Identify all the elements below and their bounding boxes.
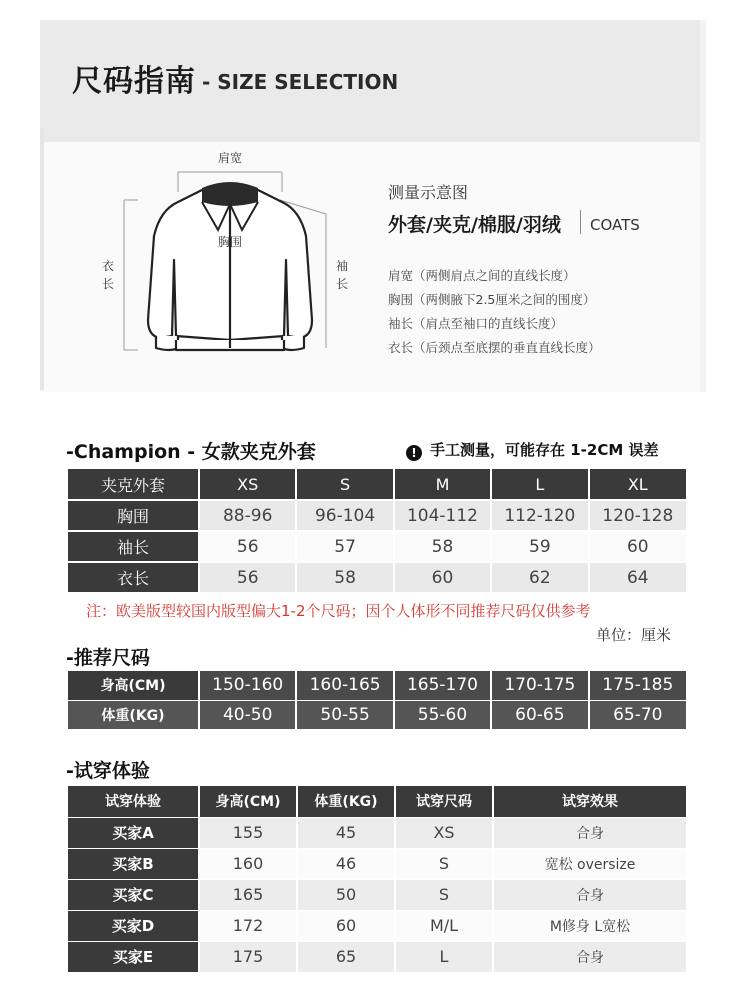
measure-list [388, 264, 601, 360]
card-shadow-left [40, 128, 44, 390]
measure-item-sleeve: 袖长（肩点至袖口的直线长度） [388, 316, 564, 331]
table-cell: 172 [199, 910, 297, 941]
header-cell: 身高(CM) [199, 786, 297, 817]
header-cell: XL [589, 469, 686, 500]
table-cell: 175 [199, 941, 297, 972]
unit-label: 单位：厘米 [596, 626, 672, 644]
table-row [67, 500, 686, 531]
chest-label: 胸围 [217, 235, 243, 249]
tryon-title: -试穿体验 [66, 760, 150, 782]
row-label: 袖长 [67, 531, 199, 562]
table-row [67, 700, 686, 729]
size-note: 注：欧美版型较国内版型偏大1-2个尺码；因个人体形不同推荐尺码仅供参考 [86, 602, 591, 620]
header-cell: 试穿尺码 [395, 786, 493, 817]
header-cell: 试穿效果 [493, 786, 686, 817]
table-cell: 112-120 [491, 500, 588, 531]
row-label: 买家C [67, 879, 199, 910]
row-label: 胸围 [67, 500, 199, 531]
row-label: 买家E [67, 941, 199, 972]
shoulder-label: 肩宽 [217, 151, 243, 165]
table-row [67, 910, 686, 941]
tryon-table-header [67, 786, 686, 817]
table-cell: 62 [491, 562, 588, 593]
table-cell: 58 [296, 562, 393, 593]
table-cell: 56 [199, 562, 296, 593]
table-row [67, 562, 686, 593]
table-cell: 65-70 [589, 700, 686, 729]
table-cell: 50-55 [296, 700, 393, 729]
table-cell: 65 [297, 941, 395, 972]
size-table [66, 469, 686, 594]
length-label-b: 长 [101, 277, 115, 291]
table-row [67, 848, 686, 879]
measure-category: 外套/夹克/棉服/羽绒 [388, 214, 561, 236]
table-row [67, 531, 686, 562]
table-cell: 55-60 [394, 700, 491, 729]
table-cell: M/L [395, 910, 493, 941]
exclamation-icon: ! [406, 445, 422, 461]
table-cell: 165-170 [394, 671, 491, 700]
table-cell: 宽松 oversize [493, 848, 686, 879]
table-cell: 64 [589, 562, 686, 593]
card-shadow-right [700, 20, 706, 392]
table-cell: 合身 [493, 941, 686, 972]
table-cell: 合身 [493, 879, 686, 910]
table-cell: XS [395, 817, 493, 848]
measure-item-length: 衣长（后颈点至底摆的垂直直线长度） [388, 340, 601, 355]
table-cell: 165 [199, 879, 297, 910]
table-cell: M修身 L宽松 [493, 910, 686, 941]
table-cell: 104-112 [394, 500, 491, 531]
measure-item-shoulder: 肩宽（两侧肩点之间的直线长度） [388, 268, 576, 283]
category-divider [580, 210, 581, 234]
notice-text: 手工测量，可能存在 1-2CM 误差 [430, 441, 659, 459]
row-label: 身高(CM) [67, 671, 199, 700]
table-cell: 合身 [493, 817, 686, 848]
table-cell: 170-175 [491, 671, 588, 700]
table-cell: 88-96 [199, 500, 296, 531]
table-cell: 96-104 [296, 500, 393, 531]
table-cell: 40-50 [199, 700, 296, 729]
row-label: 买家B [67, 848, 199, 879]
table-cell: L [395, 941, 493, 972]
sleeve-label-a: 袖 [335, 259, 349, 273]
table-cell: 60 [297, 910, 395, 941]
size-table-header [67, 469, 686, 500]
tryon-table [66, 786, 686, 973]
row-label: 衣长 [67, 562, 199, 593]
row-label: 买家A [67, 817, 199, 848]
collar-shape [202, 182, 258, 206]
table-cell: 60 [394, 562, 491, 593]
table-cell: 160 [199, 848, 297, 879]
table-cell: 57 [296, 531, 393, 562]
row-label: 体重(KG) [67, 700, 199, 729]
table-cell: 45 [297, 817, 395, 848]
header-cell: XS [199, 469, 296, 500]
table-cell: S [395, 879, 493, 910]
table-cell: 160-165 [296, 671, 393, 700]
table-cell: 175-185 [589, 671, 686, 700]
table-cell: 50 [297, 879, 395, 910]
table-row [67, 671, 686, 700]
table-cell: 60-65 [491, 700, 588, 729]
header-cell: 试穿体验 [67, 786, 199, 817]
table-cell: S [395, 848, 493, 879]
header-cell: 夹克外套 [67, 469, 199, 500]
header-cell: L [491, 469, 588, 500]
page-title: 尺码指南 [72, 64, 196, 99]
table-row [67, 817, 686, 848]
table-cell: 60 [589, 531, 686, 562]
measure-notice [406, 439, 658, 461]
table-cell: 150-160 [199, 671, 296, 700]
length-label-a: 衣 [101, 259, 115, 273]
size-section-title: -Champion - 女款夹克外套 [66, 441, 316, 463]
table-cell: 58 [394, 531, 491, 562]
measure-title: 测量示意图 [388, 183, 469, 202]
header-cell: S [296, 469, 393, 500]
header-cell: 体重(KG) [297, 786, 395, 817]
table-row [67, 941, 686, 972]
measure-category-en: COATS [590, 216, 640, 234]
table-cell: 56 [199, 531, 296, 562]
table-cell: 59 [491, 531, 588, 562]
recommend-table [66, 671, 686, 730]
header-cell: M [394, 469, 491, 500]
table-cell: 46 [297, 848, 395, 879]
table-cell: 120-128 [589, 500, 686, 531]
table-cell: 155 [199, 817, 297, 848]
jacket-diagram [90, 140, 360, 370]
row-label: 买家D [67, 910, 199, 941]
page-subtitle: - SIZE SELECTION [202, 70, 399, 94]
recommend-title: -推荐尺码 [66, 647, 150, 669]
sleeve-label-b: 长 [335, 277, 349, 291]
measure-item-chest: 胸围（两侧腋下2.5厘米之间的围度） [388, 292, 596, 307]
table-row [67, 879, 686, 910]
